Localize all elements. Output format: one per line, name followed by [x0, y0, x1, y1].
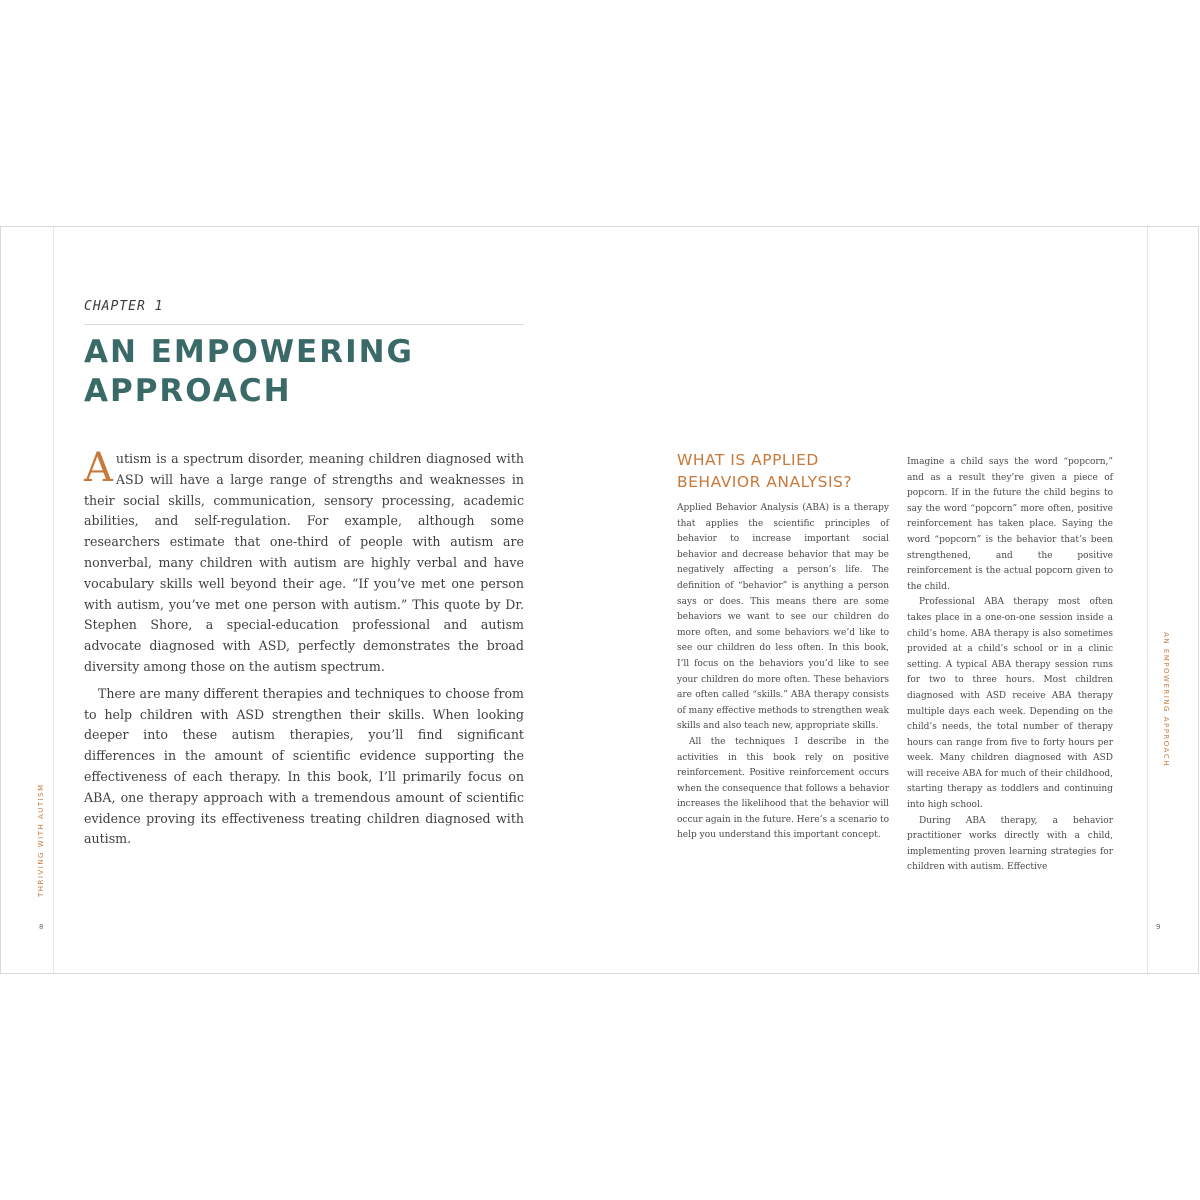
chapter-title-line-1: AN EMPOWERING [84, 334, 414, 370]
right-page [601, 227, 1200, 973]
column-1-paragraph-2: All the techniques I describe in the activities in this book rely on positive reinforcement. Positive reinforcement occurs when the consequence that follows a behavior increases the likelihood that the behavior will occur again in the future. Here’s a scenario to help you understand this important concept. [677, 736, 889, 841]
left-page [1, 227, 601, 973]
section-title-line-2: BEHAVIOR ANALYSIS? [677, 473, 853, 491]
book-spread [0, 226, 1199, 974]
chapter-title [84, 333, 414, 411]
left-page-number: 8 [39, 923, 44, 931]
column-2-paragraph-1: Imagine a child says the word “popcorn,” and as a result they’re given a piece of popcorn. If in the future the child begins to say the word “popcorn” more often, positive reinforcement has taken place. Saying the word “popcorn” is the behavior that’s been strengthened, and the positive reinforcement is the actual popcorn given to the child. [907, 457, 1113, 592]
text-column-2 [907, 455, 1113, 876]
chapter-label: CHAPTER 1 [84, 299, 164, 314]
body-paragraph-1-text: utism is a spectrum disorder, meaning children diagnosed with ASD will have a large range of strengths and weaknesses in their social skills, communication, sensory processing, academic abilities, and self-regulation. For example, although some researchers estimate that one-third of people with autism are nonverbal, many children with autism are highly verbal and have vocabulary skills well beyond their age. “If you’ve met one person with autism, you’ve met one person with autism.” This quote by Dr. Stephen Shore, a special-education professional and autism advocate diagnosed with ASD, perfectly demonstrates the broad diversity among those on the autism spectrum. [84, 451, 524, 674]
right-page-number: 9 [1156, 923, 1161, 931]
column-2-paragraph-3: During ABA therapy, a behavior practitioner works directly with a child, implementing proven learning strategies for children with autism. Effective [907, 815, 1113, 873]
column-2-paragraph-2: Professional ABA therapy most often takes place in a one-on-one session inside a child’s home. ABA therapy is also sometimes provided at a child’s school or in a clinic setting. A typical ABA therapy session runs for two to three hours. Most children diagnosed with ASD receive ABA therapy multiple days each week. Depending on the child’s needs, the total number of therapy hours can range from five to forty hours per week. Many children diagnosed with ASD will receive ABA for much of their childhood, starting therapy as toddlers and continuing into high school. [907, 597, 1113, 811]
right-running-head: AN EMPOWERING APPROACH [1162, 632, 1170, 767]
drop-cap: A [84, 445, 113, 491]
chapter-title-line-2: APPROACH [84, 373, 292, 409]
right-margin-rule [1147, 227, 1148, 973]
chapter-body [84, 445, 524, 856]
left-margin-rule [53, 227, 54, 973]
text-column-1 [677, 501, 889, 844]
section-title [677, 449, 852, 493]
chapter-divider [84, 324, 524, 325]
body-paragraph-2: There are many different therapies and techniques to choose from to help children with ASD strengthen their skills. When looking deeper into these autism therapies, you’ll find significant differences in the amount of scientific evidence supporting the effectiveness of each therapy. In this book, I’ll primarily focus on ABA, one therapy approach with a tremendous amount of scientific evidence proving its effectiveness treating children diagnosed with autism. [84, 685, 524, 847]
section-title-line-1: WHAT IS APPLIED [677, 451, 819, 469]
left-running-head: THRIVING WITH AUTISM [37, 783, 45, 897]
column-1-paragraph-1: Applied Behavior Analysis (ABA) is a therapy that applies the scientific principles of behavior to increase important social behavior and decrease behavior that may be negatively affecting a person’s life. The definition of “behavior” is anything a person says or does. This means there are some behaviors we want to see our children do more often, and some behaviors we’d like to see our children do less often. In this book, I’ll focus on the behaviors you’d like to see your children do more often. These behaviors are often called “skills.” ABA therapy consists of many effective methods to strengthen weak skills and also teach new, appropriate skills. [677, 503, 889, 732]
body-paragraph-1 [84, 445, 524, 678]
